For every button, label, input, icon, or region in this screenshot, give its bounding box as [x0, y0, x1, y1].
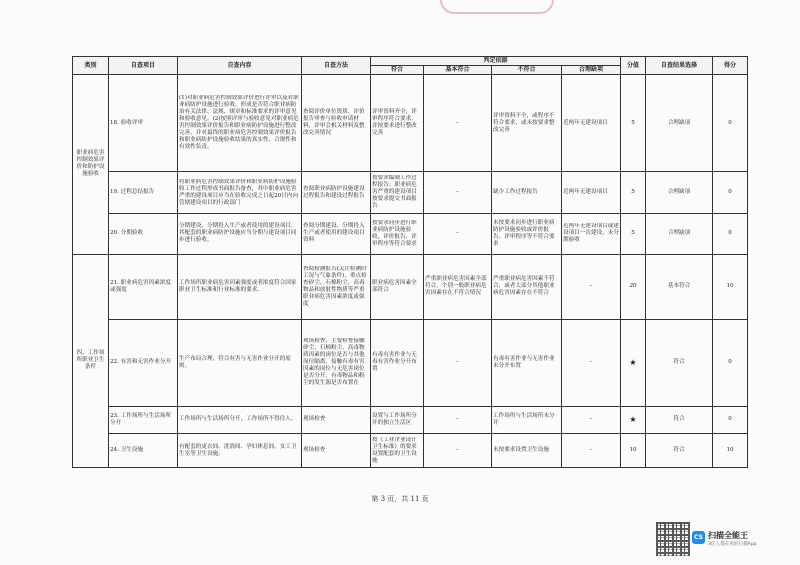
red-seal-stamp: [440, 0, 554, 14]
header-basic-conform: 基本符合: [424, 65, 492, 74]
missing-cell: 近两年无建设项目或建设项目一次建设，未分期验收: [562, 214, 621, 254]
header-reasonable-missing: 合理缺项: [562, 65, 621, 74]
content-cell: (1)对职业病危害控制效果评价进行评审以及对职业病防护设施进行验收，形成是否符合职业病防治有关法律、法规、规章和标准要求的评审意见和验收意见。(2)按照评审与验收意见对职业病危害控制效果评价报告和职业病防护设施进行整改完善，并对最终的职业病危害控制效果评价报告和职业病防护设施验收结果的真实性、合规性和有效性负责。: [178, 74, 302, 171]
conform-cell: 按要求编制工作过程报告；职业病危害严重的建设项目按要求提交书面报告: [371, 172, 424, 214]
scanner-tagline: 3亿人都在用的扫描App: [708, 542, 757, 547]
result-cell: 合理缺项: [646, 172, 713, 214]
missing-cell: –: [562, 254, 621, 320]
result-cell: 符合: [646, 434, 713, 468]
item-cell: 24. 卫生设施: [109, 434, 178, 468]
method-cell: 查阅评价单位资质、评价报告审查与验收申请材料，评审会相关材料及整改完善情况: [302, 74, 371, 171]
content-cell: 工作场所与生活场所分开，工作场所不得住人。: [178, 406, 302, 433]
result-cell: 符合: [646, 406, 713, 433]
basic-conform-cell: –: [424, 406, 492, 433]
method-cell: 现场检查: [302, 434, 371, 468]
table-row: [73, 74, 748, 171]
star-icon: ★: [621, 406, 646, 433]
content-cell: 生产布局合理，符合有害与无害作业分开的原则。: [178, 320, 302, 407]
nonconform-cell: 有毒有害作业与无害作业未分开布置: [492, 320, 562, 407]
header-score-value: 分值: [621, 57, 646, 75]
method-cell: 现场检查，主要检查接触矽尘、石棉粉尘、高毒物质因素的岗位是否与其他岗位隔离，接触有毒有害因素的岗位与无危害岗位是否分开，有毒物品和粉尘的发生源是否布置在: [302, 320, 371, 407]
score-value-cell: 5: [621, 214, 646, 254]
item-cell: 21. 职业病危害因素浓度或强度: [109, 254, 178, 320]
page-number: 第 3 页，共 11 页: [371, 495, 429, 503]
missing-cell: –: [562, 406, 621, 433]
method-cell: 现场检查: [302, 406, 371, 433]
result-cell: 基本符合: [646, 254, 713, 320]
content-cell: 将职业病危害控制效果评价和职业病防护设施验收工作过程形成书面报告备查，其中职业病危害严重的建设项目应当在验收完成之日起20日内向管辖建设项目的行政部门: [178, 172, 302, 214]
basic-conform-cell: –: [424, 74, 492, 171]
item-cell: 19. 过程总结报告: [109, 172, 178, 214]
missing-cell: 近两年无建设项目: [562, 172, 621, 214]
conform-cell: 职业病危害因素全部符合: [371, 254, 424, 320]
conform-cell: 设置与工作场所分开的独立生活区: [371, 406, 424, 433]
header-score: 得分: [713, 57, 748, 75]
score-cell: 0: [713, 172, 748, 214]
result-cell: 合理缺项: [646, 214, 713, 254]
content-cell: 工作场所职业病危害因素强度或者浓度符合国家职业卫生标准和行业标准的要求。: [178, 254, 302, 320]
content-cell: 有配套的更衣间、洗浴间、孕妇休息间、女工卫生室等卫生设施。: [178, 434, 302, 468]
item-cell: 23. 工作场所与生活场所分开: [109, 406, 178, 433]
nonconform-cell: 未按要求设置卫生设施: [492, 434, 562, 468]
table-row: [73, 214, 748, 254]
nonconform-cell: 未按要求同步进行职业病防护设施验收或评价报告、评审程序等不符合要求: [492, 214, 562, 254]
basic-conform-cell: –: [424, 434, 492, 468]
table-row: [73, 320, 748, 407]
score-cell: 0: [713, 74, 748, 171]
score-value-cell: 20: [621, 254, 646, 320]
basic-conform-cell: –: [424, 320, 492, 407]
nonconform-cell: 评审资料不全，或程序不符合要求，或未按要求整改完善: [492, 74, 562, 171]
self-check-table-container: [72, 56, 747, 468]
header-result-choice: 自查结果选择: [646, 57, 713, 75]
score-value-cell: 5: [621, 172, 646, 214]
nonconform-cell: 工作场所与生活场所未分开: [492, 406, 562, 433]
table-row: [73, 172, 748, 214]
table-row: [73, 406, 748, 433]
score-cell: 10: [713, 254, 748, 320]
method-cell: 查阅职业病防护设施建设过程报告和建设过程报告: [302, 172, 371, 214]
basic-conform-cell: –: [424, 214, 492, 254]
scanner-app-name: 扫描全能王: [708, 531, 748, 540]
method-cell: 查阅分期建设、分期投入生产或者使用的建设项目资料: [302, 214, 371, 254]
missing-cell: –: [562, 434, 621, 468]
qr-code-image: [656, 522, 690, 556]
basic-conform-cell: –: [424, 172, 492, 214]
table-row: [73, 434, 748, 468]
conform-cell: 按《工业企业设计卫生标准》的要求设置配套的卫生设施: [371, 434, 424, 468]
missing-cell: –: [562, 320, 621, 407]
header-content: 自查内容: [178, 57, 302, 75]
conform-cell: 评审资料齐全，评审程序符合要求，并按要求进行整改完善: [371, 74, 424, 171]
conform-cell: 按要求同步进行职业病防护设施验收，评价报告、评审程序等符合要求: [371, 214, 424, 254]
category-cell: 职业病危害控制效果评价和防护设施验收: [73, 74, 109, 254]
score-cell: 0: [713, 406, 748, 433]
header-item: 自查项目: [109, 57, 178, 75]
missing-cell: 近两年无建设项目: [562, 74, 621, 171]
result-cell: 符合: [646, 320, 713, 407]
item-cell: 18. 验收评审: [109, 74, 178, 171]
header-category: 类别: [73, 57, 109, 75]
result-cell: 合理缺项: [646, 74, 713, 171]
header-nonconform: 不符合: [492, 65, 562, 74]
score-cell: 10: [713, 434, 748, 468]
item-cell: 22. 有害和无害作业分开: [109, 320, 178, 407]
camscanner-logo-icon: CS: [692, 531, 705, 544]
star-icon: ★: [621, 320, 646, 407]
item-cell: 20. 分期验收: [109, 214, 178, 254]
score-cell: 0: [713, 214, 748, 254]
basic-conform-cell: 严重职业病危害因素全部符合，个别一般职业病危害因素存在不符合情况: [424, 254, 492, 320]
nonconform-cell: 严重职业病危害因素不符合，或者大部分其他职业病危害因素存在不符合: [492, 254, 562, 320]
header-conform: 符合: [371, 65, 424, 74]
scanner-watermark: [692, 531, 757, 548]
content-cell: 分期建设、分期投入生产或者使用的建设项目，其配套的职业病防护设施应当分期与建设项目同步进行验收。: [178, 214, 302, 254]
method-cell: 查阅检测报告(关注检测时工况与气象条件)，重点检查矽尘、石棉粉尘、高毒物品和放射性物质等严重职业病危害因素浓度或强度: [302, 254, 371, 320]
category-cell: 四、工作场所职业卫生条件: [73, 254, 109, 467]
nonconform-cell: 缺少工作过程报告: [492, 172, 562, 214]
score-cell: 0: [713, 320, 748, 407]
table-row: [73, 254, 748, 320]
header-method: 自查方法: [302, 57, 371, 75]
self-check-table: [72, 56, 748, 468]
conform-cell: 有毒有害作业与无毒有害作业分开布置: [371, 320, 424, 407]
header-basis: 判定依据: [371, 57, 621, 66]
score-value-cell: 10: [621, 434, 646, 468]
score-value-cell: 5: [621, 74, 646, 171]
